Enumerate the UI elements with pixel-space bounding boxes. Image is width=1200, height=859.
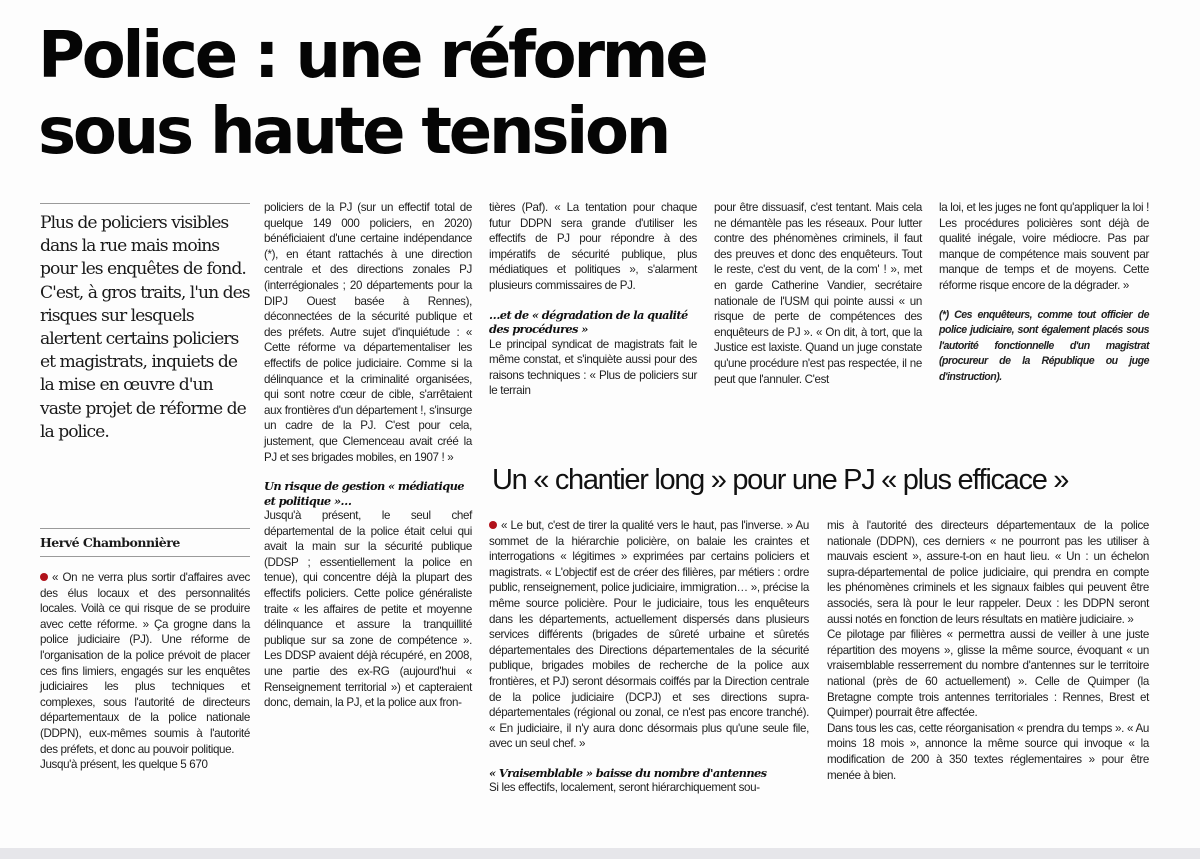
- column-5: [939, 200, 1149, 386]
- headline-line-1: Police : une réforme: [38, 19, 706, 93]
- paragraph: Le principal syndicat de magistrats fait le même constat, et s'inquiète aussi pour des raisons techniques : « Plus de policiers sur le terrain: [489, 337, 697, 398]
- column-3: [489, 200, 697, 399]
- paragraph: mis à l'autorité des directeurs départementaux de la police nationale (DDPN), ces derniers « ne pourront pas les utiliser à mauvais escient », assure-t-on en haut lieu. « Un : un échelon supra-départemental de police judiciaire, qui prendra en compte les phénomènes criminels et les signaux faibles qui peuvent être associés, sera là pour le leur rappeler. Deux : les DDPN seront aussi notés en fonction de leurs résultats en matière judiciaire. »: [827, 519, 1149, 626]
- paragraph: Jusqu'à présent, le seul chef départemental de la police était celui qui avait la main sur la sécurité publique (DDSP ; essentiellement la police en tenue), qui concentre déjà la plupart des effectifs policiers. Cette police généraliste traite « les affaires de petite et moyenne délinquance et assure la tranquillité publique sur sa zone de compétence ». Les DDSP avaient déjà récupéré, en 2008, une partie des ex-RG (aujourd'hui « Renseignement territorial ») et capteraient donc, demain, la PJ, et la police aux fron-: [264, 509, 472, 710]
- footnote: (*) Ces enquêteurs, comme tout officier de police judiciaire, sont également placés sous l'autorité fonctionnelle d'un magistrat (procureur de la République ou juge d'instruction).: [939, 308, 1149, 383]
- section-subheadline: Un « chantier long » pour une PJ « plus efficace »: [492, 464, 1069, 496]
- paragraph: tières (Paf). « La tentation pour chaque futur DDPN sera grande d'utiliser les effectifs de PJ pour répondre à des impératifs de sécurité publique, plus médiatiques et politiques », s'alarment plusieurs commissaires de PJ.: [489, 201, 697, 292]
- byline-top-rule: [40, 528, 250, 529]
- intertitle: …et de « dégradation de la qualité des procédures »: [489, 307, 688, 337]
- column-7: [827, 518, 1149, 783]
- headline: [38, 18, 706, 170]
- paragraph: pour être dissuasif, c'est tentant. Mais cela ne démantèle pas les réseaux. Pour lutter contre des phénomènes criminels, il faut des preuves et donc des enquêteurs. Tout le reste, c'est du vent, de la com' ! », met en garde Catherine Vandier, secrétaire nationale de l'USM qui pointe aussi « un risque de perte de compétences des enquêteurs de PJ ». « On dit, à tort, que la Justice est laxiste. Quand un juge constate qu'une procédure n'est pas respectée, il ne peut que l'annuler. C'est: [714, 201, 922, 386]
- paragraph: Ce pilotage par filières « permettra aussi de veiller à une juste répartition des moyens », glisse la même source, évoquant « un vraisemblable resserrement du nombre d'antennes sur le territoire national (près de 60 actuellement) ». Celle de Quimper (la Bretagne compte trois antennes territoriales : Rennes, Brest et Quimper) pourrait être affectée.: [827, 628, 1149, 720]
- chapo-top-rule: [40, 203, 250, 204]
- headline-line-2: sous haute tension: [38, 95, 669, 169]
- bullet-icon: [40, 573, 48, 581]
- chapo: Plus de policiers visibles dans la rue mais moins pour les enquêtes de fond. C'est, à gros traits, l'un des risques sur lesquels alertent certains policiers et magistrats, inquiets de la mise en œuvre d'un vaste projet de réforme de la police.: [40, 213, 250, 442]
- paragraph: « Le but, c'est de tirer la qualité vers le haut, pas l'inverse. » Au sommet de la hiérarchie policière, on balaie les craintes et interrogations « légitimes » exprimées par certains policiers et magistrats. « L'objectif est de créer des filières, par métiers : ordre public, renseignement, police judiciaire, immigration… », précise la même source policière. Pour le judiciaire, tous les enquêteurs dans les départements, actuellement dispersés dans plusieurs services différents (brigades de sûreté urbaine et sûretés départementales des Directions départementales de la sécurité publique, brigades mobiles de recherche de la police aux frontières, et PJ) seront désormais coiffés par la Direction centrale de la police judiciaire (DCPJ) et ses directions supra-départementales (régional ou zonal, ce n'est pas encore tranché). « En judiciaire, il n'y aura donc désormais plus qu'une seule file, avec un seul chef. »: [489, 519, 809, 751]
- paragraph: la loi, et les juges ne font qu'appliquer la loi ! Les procédures policières sont déjà de qualité inégale, voire médiocre. Pas par manque de compétence mais souvent par manque de temps et de moyens. Cette réforme risque encore de la dégrader. »: [939, 201, 1149, 292]
- bullet-icon: [489, 521, 497, 529]
- column-4: [714, 200, 922, 387]
- column-1: [40, 570, 250, 773]
- intertitle: Un risque de gestion « médiatique et politique »…: [264, 479, 464, 508]
- page-bottom-edge: [0, 848, 1200, 859]
- paragraph: Si les effectifs, localement, seront hiérarchiquement sou-: [489, 781, 760, 795]
- paragraph: policiers de la PJ (sur un effectif total de quelque 149 000 policiers, en 2020) bénéficiaient d'une certaine indépendance (*), en étant rattachés à une direction centrale et des directions zonales PJ (interrégionales ; 20 départements pour la DIPJ Ouest basée à Rennes), déconnectées de la sécurité publique et des préfets. Autre sujet d'inquiétude : « Cette réforme va départementaliser les effectifs de police judiciaire. Comme si la délinquance et la criminalité organisées, qui sont notre cœur de cible, s'arrêtaient aux frontières d'un département !, s'insurge un cadre de la PJ. C'est pour cela, justement, que Clemenceau avait créé la PJ et ses brigades mobiles, en 1907 ! »: [264, 201, 472, 464]
- paragraph: Dans tous les cas, cette réorganisation « prendra du temps ». « Au moins 18 mois », annonce la même source qui invoque « la modification de 200 à 350 textes réglementaires » pour être menée à bien.: [827, 721, 1149, 782]
- column-2: [264, 200, 472, 711]
- intertitle: « Vraisemblable » baisse du nombre d'antennes: [489, 765, 767, 780]
- byline: Hervé Chambonnière: [40, 535, 180, 550]
- paragraph: « On ne verra plus sortir d'affaires avec des élus locaux et des personnalités locales. Voilà ce qui risque de se produire avec cette réforme. » Ça grogne dans la police judiciaire (PJ). Une réforme de l'organisation de la police prévoit de placer ces fins limiers, engagés sur les enquêtes judiciaires les plus techniques et complexes, sous l'autorité de directeurs départementaux de la police nationale (DDPN), eux-mêmes soumis à l'autorité des préfets, et donc au pouvoir politique.: [40, 571, 250, 756]
- byline-bottom-rule: [40, 556, 250, 557]
- paragraph: Jusqu'à présent, les quelque 5 670: [40, 758, 208, 772]
- column-6: [489, 518, 809, 796]
